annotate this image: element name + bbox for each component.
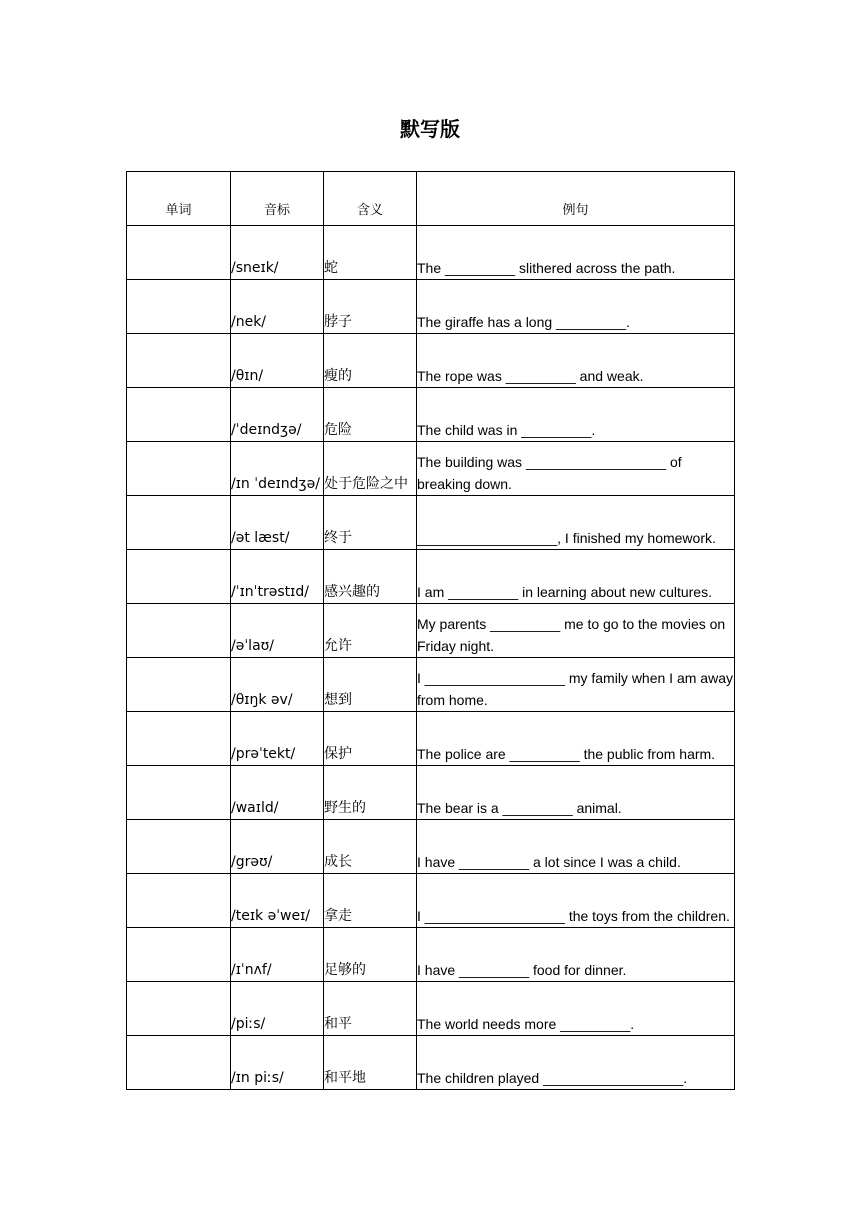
phonetic-cell: /ɪn piːs/ (231, 1036, 324, 1090)
table-row (127, 334, 735, 388)
header-phonetic: 音标 (231, 172, 324, 226)
example-cell: The police are _________ the public from harm. (417, 712, 735, 766)
meaning-cell: 足够的 (324, 928, 417, 982)
table-row (127, 820, 735, 874)
example-cell: My parents _________ me to go to the movies on Friday night. (417, 604, 735, 658)
word-cell[interactable] (127, 874, 231, 928)
word-cell[interactable] (127, 226, 231, 280)
example-cell: The world needs more _________. (417, 982, 735, 1036)
table-row (127, 874, 735, 928)
page-title: 默写版 (400, 117, 460, 141)
table-row (127, 658, 735, 712)
table-row (127, 766, 735, 820)
word-cell[interactable] (127, 712, 231, 766)
phonetic-cell: /ɪˈnʌf/ (231, 928, 324, 982)
word-cell[interactable] (127, 550, 231, 604)
example-cell: The bear is a _________ animal. (417, 766, 735, 820)
table-row (127, 1036, 735, 1090)
example-cell: The child was in _________. (417, 388, 735, 442)
phonetic-cell: /teɪk əˈweɪ/ (231, 874, 324, 928)
table-row (127, 496, 735, 550)
phonetic-cell: /waɪld/ (231, 766, 324, 820)
example-cell: The giraffe has a long _________. (417, 280, 735, 334)
table-row (127, 712, 735, 766)
table-row (127, 604, 735, 658)
meaning-cell: 和平地 (324, 1036, 417, 1090)
word-cell[interactable] (127, 442, 231, 496)
vocabulary-table (126, 171, 735, 1090)
phonetic-cell: /piːs/ (231, 982, 324, 1036)
example-cell: The _________ slithered across the path. (417, 226, 735, 280)
table-row (127, 280, 735, 334)
table-row (127, 388, 735, 442)
meaning-cell: 成长 (324, 820, 417, 874)
table-header-row (127, 172, 735, 226)
table-body (127, 226, 735, 1090)
table-row (127, 928, 735, 982)
phonetic-cell: /ˈɪnˈtrəstɪd/ (231, 550, 324, 604)
word-cell[interactable] (127, 280, 231, 334)
phonetic-cell: /θɪn/ (231, 334, 324, 388)
word-cell[interactable] (127, 766, 231, 820)
header-meaning: 含义 (324, 172, 417, 226)
phonetic-cell: /ɪn ˈdeɪndʒə/ (231, 442, 324, 496)
example-cell: I am _________ in learning about new cultures. (417, 550, 735, 604)
example-cell: I have _________ food for dinner. (417, 928, 735, 982)
meaning-cell: 拿走 (324, 874, 417, 928)
header-word: 单词 (127, 172, 231, 226)
phonetic-cell: /əˈlaʊ/ (231, 604, 324, 658)
phonetic-cell: /nek/ (231, 280, 324, 334)
table-row (127, 982, 735, 1036)
phonetic-cell: /prəˈtekt/ (231, 712, 324, 766)
phonetic-cell: /ət læst/ (231, 496, 324, 550)
word-cell[interactable] (127, 658, 231, 712)
table-row (127, 226, 735, 280)
meaning-cell: 想到 (324, 658, 417, 712)
word-cell[interactable] (127, 334, 231, 388)
example-cell: The rope was _________ and weak. (417, 334, 735, 388)
meaning-cell: 脖子 (324, 280, 417, 334)
meaning-cell: 和平 (324, 982, 417, 1036)
header-example: 例句 (417, 172, 735, 226)
meaning-cell: 野生的 (324, 766, 417, 820)
word-cell[interactable] (127, 820, 231, 874)
meaning-cell: 终于 (324, 496, 417, 550)
example-cell: The building was __________________ of breaking down. (417, 442, 735, 496)
example-cell: __________________, I finished my homework. (417, 496, 735, 550)
meaning-cell: 瘦的 (324, 334, 417, 388)
word-cell[interactable] (127, 604, 231, 658)
meaning-cell: 感兴趣的 (324, 550, 417, 604)
example-cell: I have _________ a lot since I was a child. (417, 820, 735, 874)
word-cell[interactable] (127, 388, 231, 442)
meaning-cell: 处于危险之中 (324, 442, 417, 496)
meaning-cell: 蛇 (324, 226, 417, 280)
phonetic-cell: /ˈdeɪndʒə/ (231, 388, 324, 442)
word-cell[interactable] (127, 496, 231, 550)
meaning-cell: 危险 (324, 388, 417, 442)
phonetic-cell: /sneɪk/ (231, 226, 324, 280)
phonetic-cell: /grəʊ/ (231, 820, 324, 874)
table-row (127, 442, 735, 496)
example-cell: The children played __________________. (417, 1036, 735, 1090)
phonetic-cell: /θɪŋk əv/ (231, 658, 324, 712)
example-cell: I __________________ the toys from the children. (417, 874, 735, 928)
meaning-cell: 允许 (324, 604, 417, 658)
word-cell[interactable] (127, 928, 231, 982)
table-row (127, 550, 735, 604)
word-cell[interactable] (127, 982, 231, 1036)
word-cell[interactable] (127, 1036, 231, 1090)
example-cell: I __________________ my family when I am away from home. (417, 658, 735, 712)
meaning-cell: 保护 (324, 712, 417, 766)
